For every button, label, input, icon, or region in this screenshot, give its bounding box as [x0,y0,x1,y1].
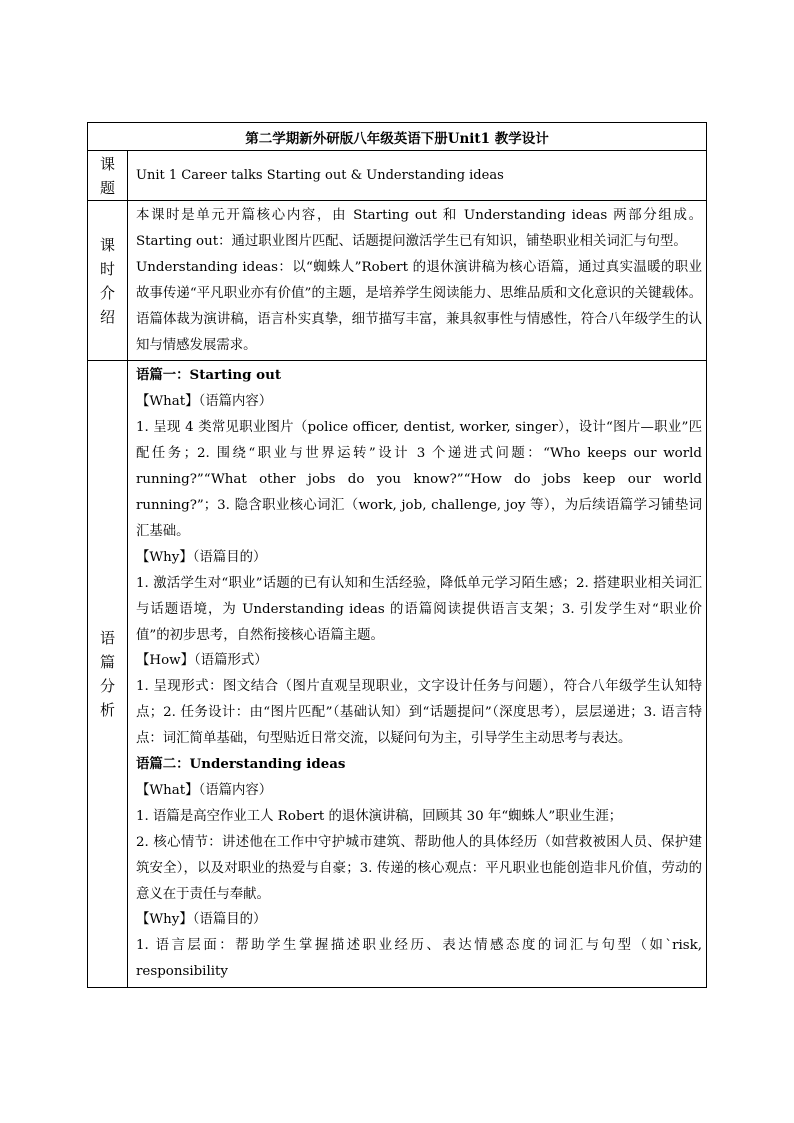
intro-paragraph: Understanding ideas：以“蜘蛛人”Robert 的退休演讲稿为核心语篇，通过真实温暖的职业故事传递“平凡职业亦有价值”的主题，是培养学生阅读能力、思维品质和文化意识的关键载体。语篇体裁为演讲稿，语言朴实真挚，细节描写丰富，兼具叙事性与情感性，符合八年级学生的认知与情感发展需求。 [136,259,702,353]
analysis-paragraph: 1. 呈现形式：图文结合（图片直观呈现职业，文字设计任务与问题），符合八年级学生认知特点；2. 任务设计：由“图片匹配”（基础认知）到“话题提问”（深度思考），层层递进；3. 语言特点：词汇简单基础，句型贴近日常交流，以疑问句为主，引导学生主动思考与表达。 [136,679,702,747]
topic-label-char: 课 [99,154,115,173]
intro-label-char: 课 [99,235,115,254]
intro-content [128,201,707,361]
title-row [88,123,707,151]
intro-label [88,201,128,361]
analysis-label [88,361,128,988]
topic-label [88,151,128,201]
subsection-label: 【Why】（语篇目的） [136,912,267,928]
intro-label-char: 时 [99,259,115,278]
subsection-label: 【How】（语篇形式） [136,653,268,669]
analysis-body [136,363,702,987]
analysis-paragraph: 1. 语篇是高空作业工人 Robert 的退休演讲稿，回顾其 30 年“蜘蛛人”职业生涯； [136,808,623,824]
analysis-content [128,361,707,988]
subsection-label: 【What】（语篇内容） [136,394,273,410]
intro-paragraph: 本课时是单元开篇核心内容，由 Starting out 和 Understanding ideas 两部分组成。Starting out：通过职业图片匹配、话题提问激活学生已有知识，铺垫职业相关词汇与句型。 [136,208,702,249]
analysis-label-char: 篇 [99,653,115,672]
subsection-label: 【What】（语篇内容） [136,782,273,798]
analysis-label-char: 分 [99,677,115,696]
analysis-paragraph: 1. 激活学生对“职业”话题的已有认知和生活经验，降低单元学习陌生感；2. 搭建职业相关词汇与话题语境，为 Understanding ideas 的语篇阅读提供语言支架；3. 引发学生对“职业价值”的初步思考，自然衔接核心语篇主题。 [136,575,702,643]
analysis-label-char: 语 [99,629,115,648]
document-title: 第二学期新外研版八年级英语下册Unit1 教学设计 [88,123,707,151]
topic-label-char: 题 [99,178,115,197]
lesson-plan-table [87,122,707,988]
subsection-label: 【Why】（语篇目的） [136,549,267,565]
analysis-paragraph: 1. 呈现 4 类常见职业图片（police officer, dentist, worker, singer），设计“图片—职业”匹配任务；2. 围绕“职业与世界运转”设计 3 个递进式问题：“Who keeps our world running?”“What other jobs do you know?”“How do jobs keep our world running?”；3. 隐含职业核心词汇（work, job, challenge, joy 等），为后续语篇学习铺垫词汇基础。 [136,420,702,539]
topic-content: Unit 1 Career talks Starting out & Understanding ideas [128,151,707,201]
analysis-label-char: 析 [99,701,115,720]
analysis-paragraph: 2. 核心情节：讲述他在工作中守护城市建筑、帮助他人的具体经历（如营救被困人员、保护建筑安全），以及对职业的热爱与自豪；3. 传递的核心观点：平凡职业也能创造非凡价值，劳动的意义在于责任与奉献。 [136,834,702,902]
intro-label-char: 绍 [99,307,115,326]
section-heading: 语篇二：Understanding ideas [136,756,346,773]
section-heading: 语篇一：Starting out [136,367,282,384]
analysis-row [88,361,707,988]
topic-row [88,151,707,201]
intro-row [88,201,707,361]
analysis-paragraph: 1. 语言层面：帮助学生掌握描述职业经历、表达情感态度的词汇与句型（如`risk, responsibility [136,938,702,980]
intro-label-char: 介 [99,283,115,302]
